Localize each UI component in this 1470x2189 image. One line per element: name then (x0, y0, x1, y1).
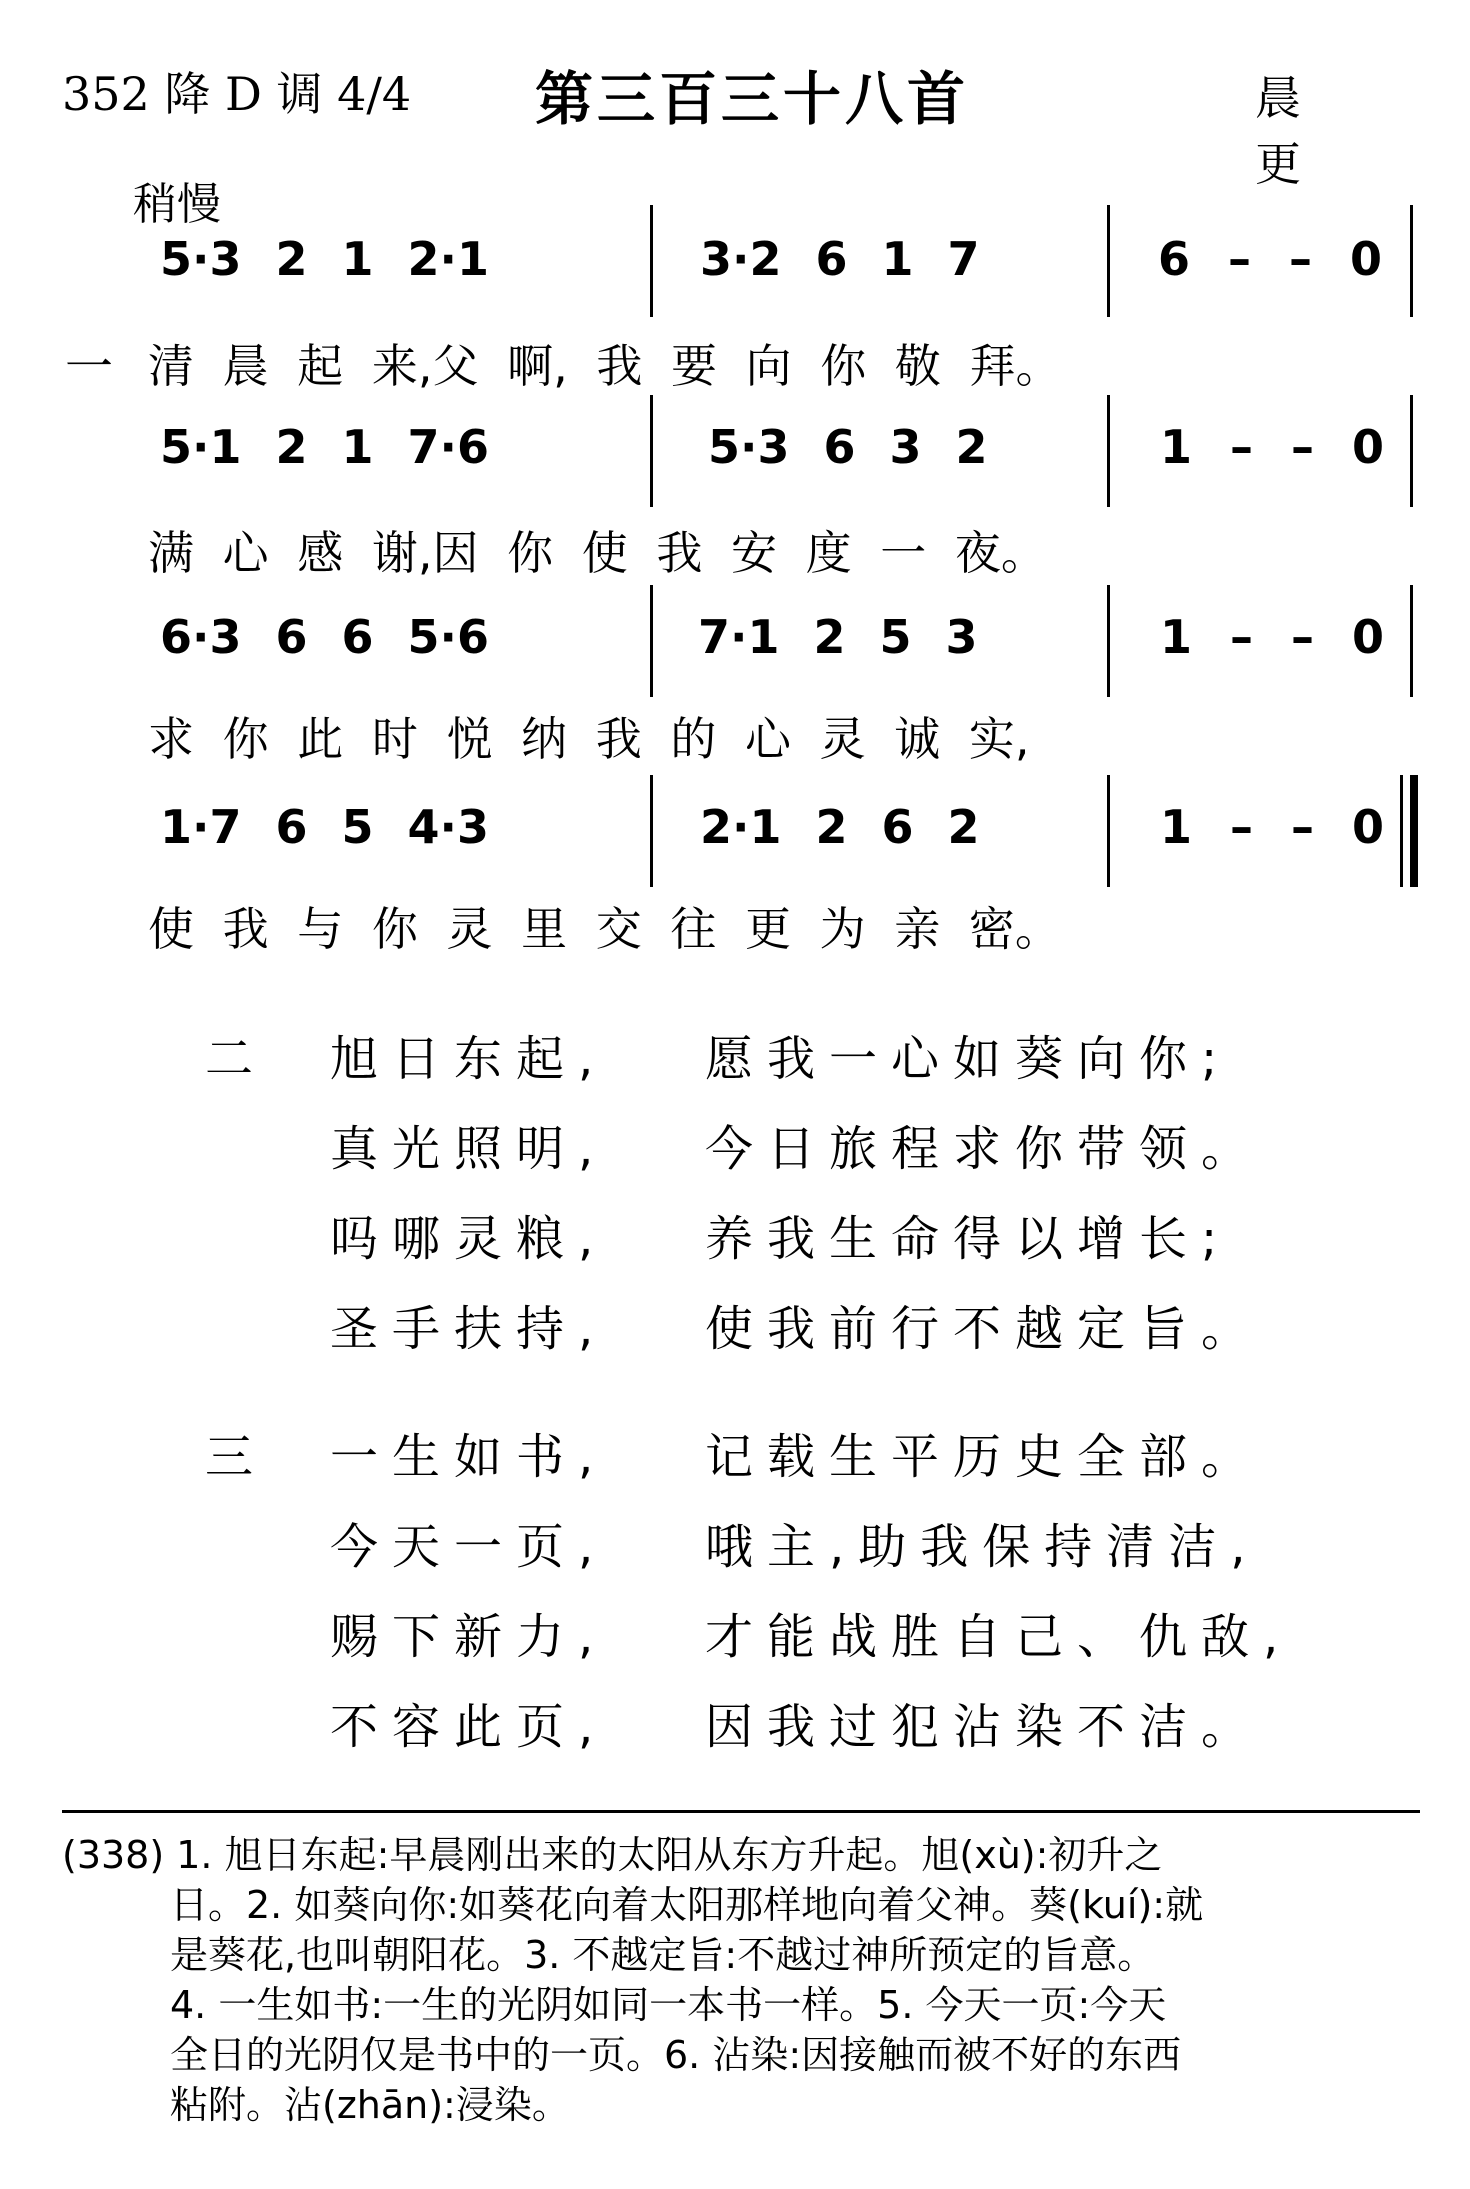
measure-3-2: 7·1 2 5 3 (698, 610, 978, 664)
footnote-line: 全日的光阴仅是书中的一页。6. 沾染:因接触而被不好的东西 (170, 2033, 1182, 2077)
verse-3-line-2-a: 今天一页, (330, 1519, 608, 1575)
footnote-line: (338) 1. 旭日东起:早晨刚出来的太阳从东方升起。旭(xù):初升之 (62, 1833, 1163, 1877)
measure-1-2: 3·2 6 1 7 (700, 232, 980, 286)
verse-3-line-3-a: 赐下新力, (330, 1609, 608, 1665)
final-barline-thin (1400, 775, 1403, 887)
measure-3-1: 6·3 6 6 5·6 (160, 610, 490, 664)
footnote-line: 4. 一生如书:一生的光阴如同一本书一样。5. 今天一页:今天 (170, 1983, 1167, 2027)
lyric-line-4: 使 我 与 你 灵 里 交 往 更 为 亲 密。 (148, 902, 1061, 956)
footnote-line: 粘附。沾(zhān):浸染。 (170, 2083, 570, 2127)
barline (1410, 205, 1413, 317)
footnote-line: 日。2. 如葵向你:如葵花向着太阳那样地向着父神。葵(kuí):就 (170, 1883, 1204, 1927)
hymn-subtitle: 晨 更 (1255, 71, 1343, 191)
measure-4-2: 2·1 2 6 2 (700, 800, 980, 854)
verse-2-line-3-b: 养我生命得以增长; (705, 1211, 1232, 1267)
measure-2-1: 5·1 2 1 7·6 (160, 420, 490, 474)
barline (1410, 585, 1413, 697)
verse-3-line-1-a: 一生如书, (330, 1429, 608, 1485)
measure-4-3: 1 – – 0 (1160, 800, 1385, 854)
lyric-line-3: 求 你 此 时 悦 纳 我 的 心 灵 诚 实, (148, 712, 1030, 766)
tempo-marking: 稍慢 (133, 179, 221, 230)
verse-label-1: 一 (65, 339, 114, 395)
verse-2-line-3-a: 吗哪灵粮, (330, 1211, 608, 1267)
footnote-line: 是葵花,也叫朝阳花。3. 不越定旨:不越过神所预定的旨意。 (170, 1933, 1156, 1977)
verse-3-line-1-b: 记载生平历史全部。 (705, 1429, 1264, 1485)
final-barline-thick (1410, 775, 1418, 887)
measure-1-3: 6 – – 0 (1158, 232, 1383, 286)
verse-2-line-1-a: 旭日东起, (330, 1031, 608, 1087)
hymn-title: 第三百三十八首 (535, 65, 970, 133)
verse-label-3: 三 (205, 1429, 254, 1485)
verse-2-line-1-b: 愿我一心如葵向你; (705, 1031, 1232, 1087)
verse-2-line-2-a: 真光照明, (330, 1121, 608, 1177)
hymn-number-key-time: 352 降 D 调 4/4 (62, 67, 412, 121)
barline (1107, 775, 1110, 887)
measure-4-1: 1·7 6 5 4·3 (160, 800, 490, 854)
lyric-line-1: 清 晨 起 来,父 啊, 我 要 向 你 敬 拜。 (148, 339, 1062, 393)
measure-1-1: 5·3 2 1 2·1 (160, 232, 490, 286)
verse-3-line-2-b: 哦主,助我保持清洁, (705, 1519, 1260, 1575)
barline (1107, 395, 1110, 507)
measure-2-3: 1 – – 0 (1160, 420, 1385, 474)
barline (1410, 395, 1413, 507)
verse-label-2: 二 (205, 1031, 254, 1087)
barline (1107, 585, 1110, 697)
verse-2-line-4-b: 使我前行不越定旨。 (705, 1301, 1264, 1357)
footnote-divider (62, 1810, 1420, 1813)
verse-3-line-3-b: 才能战胜自己、仇敌, (705, 1609, 1293, 1665)
verse-3-line-4-b: 因我过犯沾染不洁。 (705, 1699, 1264, 1755)
lyric-line-2: 满 心 感 谢,因 你 使 我 安 度 一 夜。 (148, 526, 1047, 580)
barline (650, 775, 653, 887)
footnote-block (62, 1830, 1432, 2130)
verse-2-line-2-b: 今日旅程求你带领。 (705, 1121, 1264, 1177)
barline (650, 585, 653, 697)
verse-2-line-4-a: 圣手扶持, (330, 1301, 608, 1357)
measure-3-3: 1 – – 0 (1160, 610, 1385, 664)
measure-2-2: 5·3 6 3 2 (708, 420, 988, 474)
barline (1107, 205, 1110, 317)
barline (650, 395, 653, 507)
verse-3-line-4-a: 不容此页, (330, 1699, 608, 1755)
barline (650, 205, 653, 317)
